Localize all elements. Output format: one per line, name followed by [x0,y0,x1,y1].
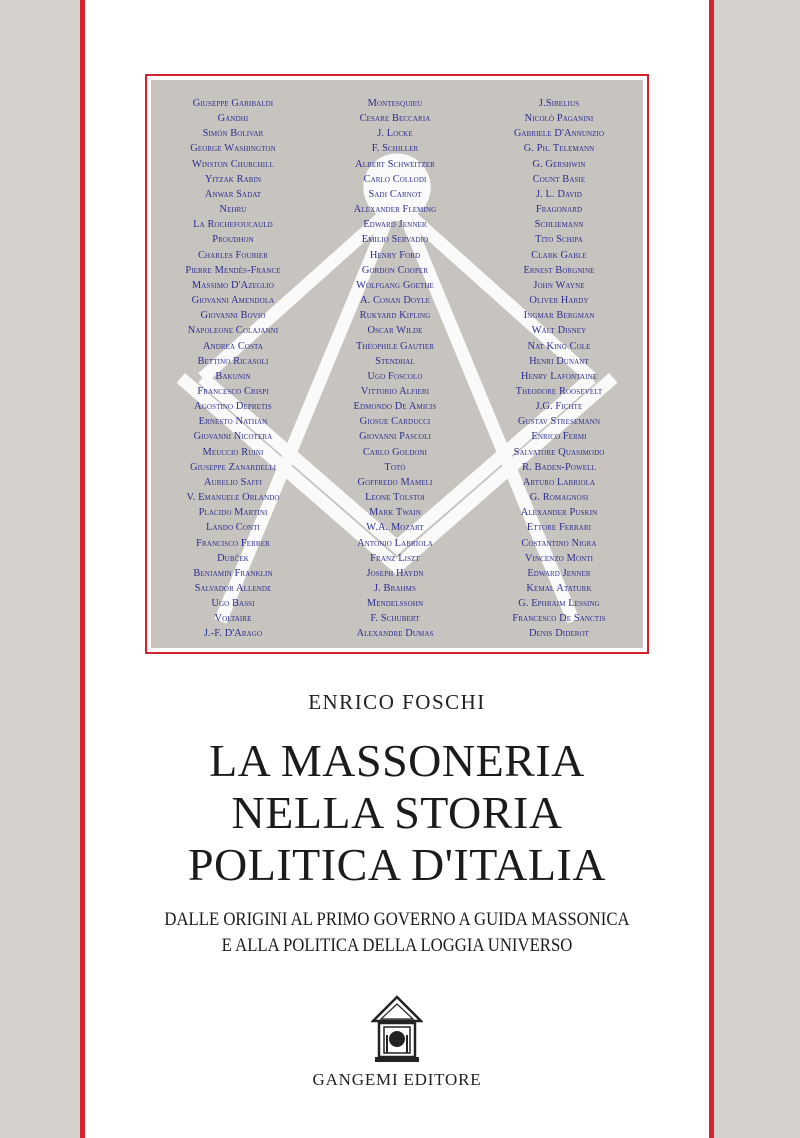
name-entry: John Wayne [533,279,585,291]
name-entry: Massimo D'Azeglio [191,279,275,291]
name-entry: Vincenzo Monti [524,552,594,564]
name-entry: Enrico Fermi [531,431,587,443]
book-title-line-2: NELLA STORIA [231,787,563,838]
publisher-logo-icon [371,995,423,1065]
book-title [85,735,709,891]
name-entry: Giuseppe Garibaldi [192,98,274,109]
name-entry: Alexander Puskin [520,507,598,519]
name-entry: F. Schiller [371,143,419,155]
name-entry: Montesquieu [367,98,423,109]
name-entry: J.G. Fichte [535,401,583,413]
name-entry: Simón Bolivar [202,128,264,140]
name-entry: Henri Dunant [529,355,589,367]
name-entry: G. Gershwin [532,158,586,170]
name-entry: Edward Jenner [527,567,591,579]
name-entry: Carlo Goldoni [362,446,428,458]
name-entry: Clark Gable [531,249,587,261]
name-entry: Francesco Crispi [197,385,269,397]
name-entry: Benjamin Franklin [193,567,273,579]
name-entry: Carlo Collodi [363,173,427,185]
right-side-band [714,0,800,1138]
name-entry: Winston Churchill [192,158,274,170]
name-entry: Count Basie [532,173,586,185]
name-entry: Bakunin [215,370,251,382]
names-panel [145,74,649,654]
name-entry: Aurelio Saffi [203,476,262,488]
name-entry: Ugo Foscolo [367,370,423,382]
name-entry: J. L. David [536,188,582,200]
name-entry: Francisco Ferrer [196,537,270,549]
name-entry: Henry Lafontaine [520,370,598,382]
name-entry: Sadi Carnot [368,188,422,200]
name-entry: Giosue Carducci [359,416,431,428]
name-entry: Goffredo Mameli [357,476,433,488]
name-entry: Wolfgang Goethe [356,279,434,291]
name-entry: Giovanni Nicotera [193,431,273,443]
name-entry: Gabriele D'Annunzio [513,128,605,140]
name-entry: Theodore Roosevelt [515,385,603,397]
name-entry: Vittorio Alfieri [360,385,430,397]
name-entry: Gustav Stresemann [517,416,601,428]
name-entry: Alexander Fleming [353,204,437,216]
name-entry: Stendhal [375,355,415,367]
name-entry: Totò [384,461,406,473]
name-entry: Ettore Ferrari [526,522,592,534]
name-entry: J. Brahms [374,583,416,594]
name-entry: Rukyard Kipling [359,310,431,322]
name-entry: Costantino Nigra [521,537,597,549]
names-column-2 [315,96,475,642]
name-entry: Ingmar Bergman [523,310,595,322]
book-subtitle-line-1: DALLE ORIGINI AL PRIMO GOVERNO A GUIDA MASSONICA [164,909,630,930]
name-entry: Placido Martini [198,507,268,519]
name-entry: George Washington [190,143,276,155]
name-entry: Anwar Sadat [204,188,262,200]
name-entry: Franz Liszt [370,552,420,564]
name-entry: Dubček [217,552,249,564]
left-side-band [0,0,80,1138]
name-entry: Leone Tolstoi [365,492,425,504]
name-entry: Nicolò Paganini [524,113,594,125]
name-entry: Voltaire [214,613,252,625]
name-entry: Andrea Costa [202,340,264,352]
name-entry: G. Ph. Telemann [523,143,595,155]
name-entry: Edmondo De Amicis [353,401,437,413]
name-entry: Joseph Haydn [366,567,424,579]
book-subtitle [122,907,671,959]
name-entry: Schliemann [534,219,584,231]
name-entry: Giovanni Pascoli [359,431,431,443]
name-entry: Emilio Servadio [361,234,429,246]
name-entry: Henry Ford [369,249,421,261]
name-entry: Salvatore Quasimodo [513,446,605,458]
name-entry: W.A. Mozart [366,522,424,534]
name-entry: G. Romagnosi [529,492,589,504]
name-entry: Pierre Mendès-France [185,264,281,276]
name-entry: Edward Jenner [363,219,427,231]
name-entry: Ugo Bassi [211,598,255,610]
name-entry: La Rochefoucauld [193,219,273,231]
name-entry: V. Emanuele Orlando [186,492,280,504]
name-entry: Tito Schipa [535,234,583,246]
right-red-rule [709,0,714,1138]
name-entry: F. Schubert [370,613,420,625]
name-entry: Charles Fourier [197,249,269,261]
name-entry: Oscar Wilde [367,325,423,337]
author-name: ENRICO FOSCHI [308,690,486,714]
name-entry: J.Sibelius [538,98,580,109]
name-entry: Fragonard [535,204,583,216]
name-entry: Lando Conti [206,522,260,534]
name-entry: Ernesto Nathan [198,416,268,428]
name-entry: Mark Twain [368,507,422,519]
name-entry: Nehru [219,204,247,216]
name-entry: J. Locke [377,128,413,140]
names-column-3 [479,96,639,642]
name-entry: A. Conan Doyle [359,295,430,307]
name-entry: Ernest Borgnine [523,264,595,276]
name-entry: Albert Schweitzer [355,158,435,170]
name-entry: Alexandre Dumas [356,628,434,640]
name-entry: R. Baden-Powell [522,461,596,473]
name-entry: Gordon Cooper [361,264,429,276]
book-subtitle-line-2: E ALLA POLITICA DELLA LOGGIA UNIVERSO [221,935,573,956]
name-entry: Nat King Cole [527,340,591,352]
names-column-1 [153,96,313,642]
name-entry: Gandhi [217,113,249,125]
name-entry: Kemal Ataturk [526,583,592,594]
names-panel-inner [151,80,643,648]
name-entry: Salvador Allende [194,583,272,594]
name-entry: Proudhon [212,234,254,246]
name-entry: Cesare Beccaria [359,113,431,125]
name-entry: G. Ephraim Lessing [518,598,600,610]
name-entry: Francesco De Sanctis [512,613,606,625]
name-entry: Denis Diderot [528,628,590,640]
left-red-rule [80,0,85,1138]
name-entry: Mendelssohn [366,598,424,610]
name-entry: Théophile Gautier [355,340,435,352]
name-entry: Walt Disney [531,325,587,337]
publisher-name: GANGEMI EDITORE [312,1070,482,1089]
name-entry: Meuccio Ruini [202,446,264,458]
name-entry: Agostino Depretis [194,401,272,413]
name-entry: Giovanni Amendola [191,295,275,307]
name-entry: Napoleone Colajanni [187,325,279,337]
name-entry: J.-F. D'Arago [203,628,263,640]
name-entry: Bettino Ricasoli [197,355,269,367]
name-entry: Giuseppe Zanardelli [189,461,276,473]
name-entry: Antonio Labriola [357,537,433,549]
name-entry: Yitzak Rabin [204,173,262,185]
book-title-line-3: POLITICA D'ITALIA [187,839,607,890]
name-entry: Giovanni Bovio [200,310,266,322]
name-entry: Oliver Hardy [529,295,589,307]
name-entry: Arturo Labriola [522,476,596,488]
book-title-line-1: LA MASSONERIA [209,735,585,786]
